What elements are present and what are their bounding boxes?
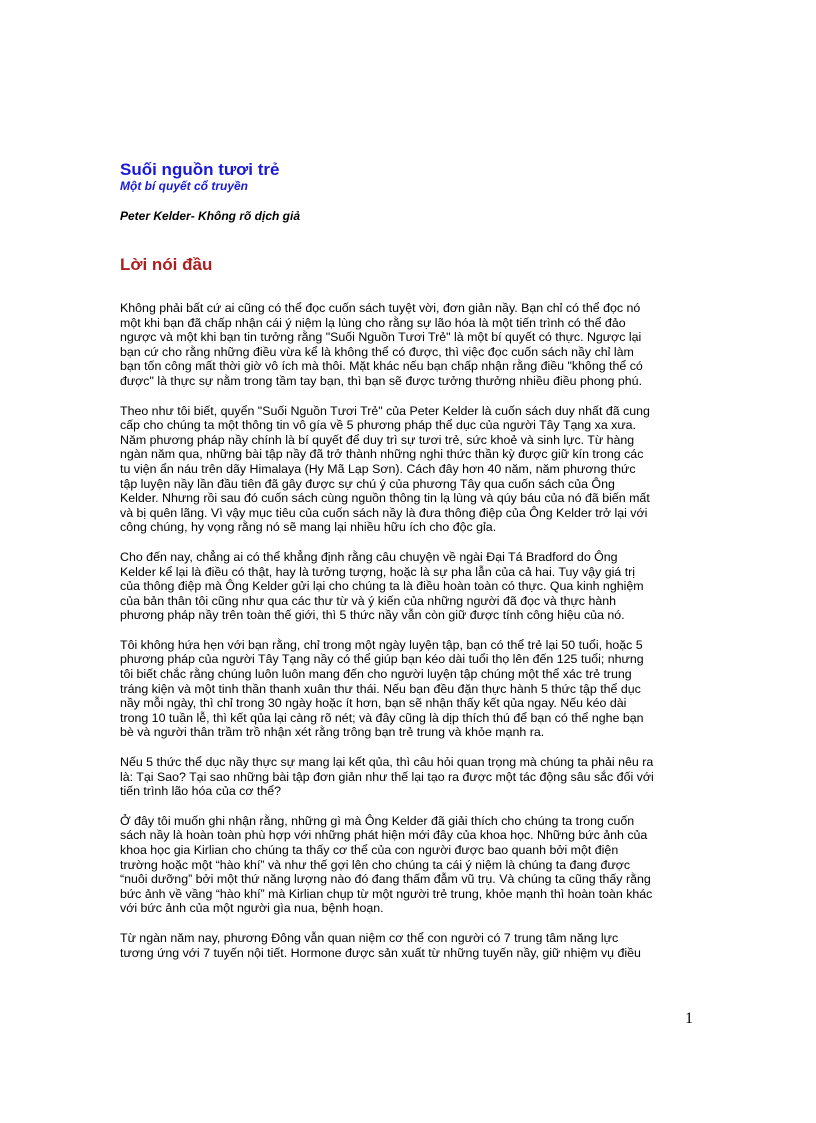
text-line: ngược và một khi bạn tin tưởng rằng "Suối Nguồn Tươi Trẻ" là một bí quyết có thực. Ngược lại [120, 330, 642, 345]
text-line: Không phải bất cứ ai cũng có thể đọc cuốn sách tuyệt vời, đơn giản nầy. Bạn chỉ có thể đọc nó [120, 301, 641, 315]
body-text [120, 301, 700, 975]
text-line: phương pháp của người Tây Tạng nầy có thể giúp bạn kéo dài tuổi thọ lên đến 125 tuổi; nhưng [120, 652, 644, 667]
paragraph [120, 814, 700, 916]
text-line: trường hoặc một “hào khí” và như thế gợi lên cho chúng ta cái ý niệm là chúng ta đang được [120, 857, 631, 872]
text-line: tu viện ẩn náu trên dãy Himalaya (Hy Mã Lạp Sơn). Cách đây hơn 40 năm, năm phương thức [120, 461, 636, 476]
section-heading: Lời nói đầu [120, 255, 213, 274]
text-line: một khi bạn đã chấp nhận cái ý niệm lạ lùng cho rằng sự lão hóa là một tiến trình có thể đảo [120, 315, 626, 330]
text-line: Từ ngàn năm nay, phương Đông vẫn quan niệm cơ thể con người có 7 trung tâm năng lực [120, 930, 619, 945]
text-line: công chúng, hy vọng rằng nó sẽ mang lại nhiều hữu ích cho độc gỉa. [120, 520, 497, 535]
text-line: với bức ảnh của một người gìa nua, bệnh hoạn. [120, 901, 384, 916]
text-line: phương pháp nầy trên toàn thế giới, thì 5 thức nầy vẫn còn giữ được tính công hiệu của nó. [120, 608, 625, 623]
paragraph [120, 404, 700, 535]
text-line: bè và người thân trầm trồ nhận xét rằng trông bạn trẻ trung và khỏe mạnh ra. [120, 725, 545, 740]
text-line: tương ứng với 7 tuyến nội tiết. Hormone được sản xuất từ những tuyến nầy, giữ nhiệm vụ điều [120, 945, 641, 960]
document-title: Suối nguồn tươi trẻ [120, 160, 280, 179]
paragraph [120, 638, 700, 740]
text-line: của thông điệp mà Ông Kelder gửi lại cho chúng ta là điều hoàn toàn có thực. Qua kinh nghiệm [120, 579, 644, 594]
text-line: là: Tại Sao? Tại sao những bài tập đơn giản như thế lại tạo ra được một tác động sâu sắc đối với [120, 769, 654, 784]
text-line: Tôi không hứa hẹn với bạn rằng, chỉ trong một ngày luyện tập, bạn có thể trẻ lại 50 tuổi, hoặc 5 [120, 637, 643, 652]
text-line: được" là thực sự nằm trong tầm tay bạn, thì bạn sẽ được tưởng thưởng nhiều điều phong phú. [120, 373, 643, 388]
text-line: bạn tốn công mất thời giờ vô ích mà thôi. Mặt khác nếu bạn chấp nhận rằng điều "không thể có [120, 359, 643, 374]
text-line: và bị quên lãng. Vì vậy mục tiêu của cuốn sách nầy là đưa thông điệp của Ông Kelder trở lại với [120, 505, 648, 520]
text-line: trong 10 tuần lễ, thì kết qủa lại càng rõ nét; và đây cũng là dịp thích thú để bạn có thể nghe bạn [120, 710, 644, 725]
author-line: Peter Kelder- Không rõ dịch giả [120, 209, 301, 223]
text-line: sách nầy là hoàn toàn phù hợp với những phát hiện mới đây của khoa học. Những bức ảnh của [120, 828, 648, 843]
text-line: Nếu 5 thức thể dục nầy thực sự mang lại kết qủa, thì câu hỏi quan trọng mà chúng ta phải nêu ra [120, 755, 654, 770]
text-line: của bản thân tôi cũng như qua các thư từ và ý kiến của những người đã đọc và thực hành [120, 593, 617, 608]
text-line: nầy mỗi ngày, thì chỉ trong 30 ngày hoặc ít hơn, bạn sẽ nhận thấy kết qủa ngay. Nếu kéo dài [120, 696, 627, 711]
paragraph [120, 301, 700, 389]
text-line: ngàn năm qua, những bài tập nầy đã trở thành những nghi thức thần kỳ được giữ kín trong các [120, 447, 644, 462]
text-line: tiến trình lão hóa của cơ thể? [120, 784, 282, 799]
text-line: Kelder kể lại là điều có thật, hay là tưởng tượng, hoặc là sự pha lẫn của cả hai. Tuy vậy giá trị [120, 564, 636, 579]
text-line: bạn cứ cho rằng những điều vừa kể là không thể có được, thì việc đọc cuốn sách nầy chỉ làm [120, 344, 634, 359]
text-line: cấp cho chúng ta một thông tin vô gía về 5 phương pháp thể dục của người Tây Tạng xa xưa. [120, 418, 636, 433]
page-number: 1 [685, 1010, 693, 1027]
text-line: Ở đây tôi muốn ghi nhận rằng, những gì mà Ông Kelder đã giải thích cho chúng ta trong cuốn [120, 813, 635, 828]
paragraph [120, 755, 700, 799]
paragraph [120, 931, 700, 960]
text-line: Năm phương pháp nầy chính là bí quyết để duy trì sự tươi trẻ, sức khoẻ và sinh lực. Từ hàng [120, 432, 635, 447]
text-line: Kelder. Nhưng rồi sau đó cuốn sách cùng nguồn thông tin lạ lùng và qúy báu của nó đã biến mất [120, 491, 650, 506]
text-line: bức ảnh về vầng “hào khí” mà Kirlian chụp từ một người trẻ trung, khỏe mạnh thì hoàn toàn khác [120, 886, 653, 901]
text-line: Cho đến nay, chẳng ai có thể khẳng định rằng câu chuyện về ngài Đại Tá Bradford do Ông [120, 549, 618, 564]
text-line: Theo như tôi biết, quyển "Suối Nguồn Tươi Trẻ" của Peter Kelder là cuốn sách duy nhất đã cung [120, 403, 650, 418]
text-line: khoa học gia Kirlian cho chúng ta thấy cơ thể của con người được bao quanh bởi một điện [120, 843, 619, 857]
paragraph [120, 550, 700, 623]
document-subtitle: Một bí quyết cổ truyền [120, 179, 249, 193]
text-line: tráng kiện và một tinh thần thanh xuân thư thái. Nếu bạn đều đặn thực hành 5 thức tập thể dục [120, 681, 641, 696]
text-line: “nuôi dưỡng” bởi một thứ năng lượng nào đó đang thấm đẫm vũ trụ. Và chúng ta cũng thấy rằng [120, 872, 651, 887]
text-line: tôi biết chắc rằng chúng luôn luôn mang đến cho người luyện tập chúng một thể xác trẻ trung [120, 667, 632, 682]
text-line: tập luyện nầy lần đầu tiên đã gây được sự chú ý của phương Tây qua cuốn sách của Ông [120, 476, 615, 491]
